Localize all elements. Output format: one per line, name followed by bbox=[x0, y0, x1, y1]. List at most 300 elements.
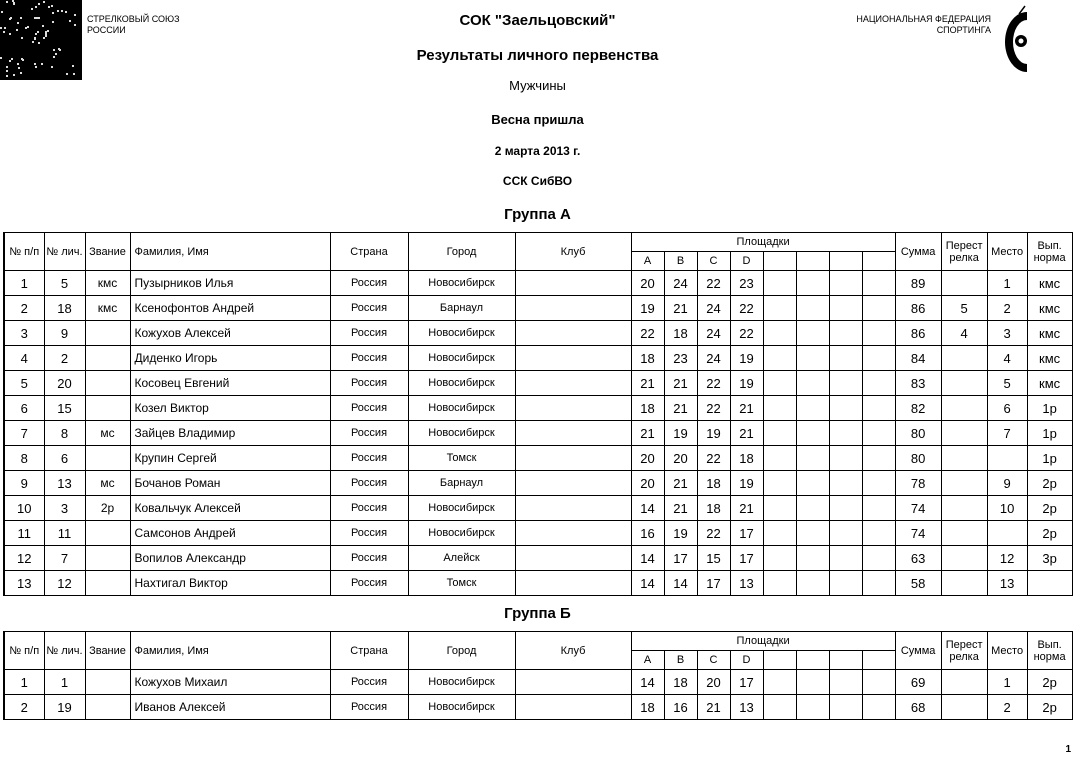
row-score-empty bbox=[829, 271, 862, 296]
row-sum: 89 bbox=[895, 271, 941, 296]
row-num: 10 bbox=[4, 496, 44, 521]
row-score-b: 21 bbox=[664, 296, 697, 321]
row-score-b: 21 bbox=[664, 371, 697, 396]
row-score-b: 23 bbox=[664, 346, 697, 371]
row-country: Россия bbox=[330, 271, 408, 296]
row-num: 11 bbox=[4, 521, 44, 546]
row-place: 10 bbox=[987, 496, 1027, 521]
row-country: Россия bbox=[330, 446, 408, 471]
row-score-empty bbox=[829, 546, 862, 571]
logo-dot bbox=[38, 42, 40, 44]
row-score-a: 14 bbox=[631, 546, 664, 571]
row-club bbox=[515, 446, 631, 471]
table-row bbox=[4, 446, 1072, 471]
logo-dot bbox=[72, 65, 74, 67]
row-norm: 2р bbox=[1027, 670, 1072, 695]
row-score-empty bbox=[829, 446, 862, 471]
row-score-empty bbox=[763, 296, 796, 321]
row-country: Россия bbox=[330, 421, 408, 446]
row-score-empty bbox=[862, 296, 895, 321]
row-name: Косовец Евгений bbox=[130, 371, 330, 396]
logo-dot bbox=[6, 70, 8, 72]
row-score-empty bbox=[829, 471, 862, 496]
col-header-country: Страна bbox=[330, 233, 408, 271]
row-club bbox=[515, 521, 631, 546]
org-right-line2: СПОРТИНГА bbox=[936, 25, 991, 35]
row-score-a: 14 bbox=[631, 571, 664, 596]
row-club bbox=[515, 321, 631, 346]
row-country: Россия bbox=[330, 321, 408, 346]
row-score-a: 16 bbox=[631, 521, 664, 546]
row-shootoff bbox=[941, 571, 987, 596]
row-score-c: 22 bbox=[697, 446, 730, 471]
row-score-b: 19 bbox=[664, 521, 697, 546]
row-num: 8 bbox=[4, 446, 44, 471]
row-score-d: 22 bbox=[730, 321, 763, 346]
row-score-empty bbox=[796, 421, 829, 446]
table-row bbox=[4, 496, 1072, 521]
logo-dot bbox=[6, 66, 8, 68]
row-shootoff: 4 bbox=[941, 321, 987, 346]
row-rank bbox=[85, 521, 130, 546]
row-place: 5 bbox=[987, 371, 1027, 396]
col-header-club: Клуб bbox=[515, 233, 631, 271]
logo-dot bbox=[13, 74, 15, 76]
row-name: Козел Виктор bbox=[130, 396, 330, 421]
row-sum: 86 bbox=[895, 296, 941, 321]
table-row bbox=[4, 546, 1072, 571]
row-score-empty bbox=[763, 496, 796, 521]
col-header-range-empty bbox=[829, 252, 862, 271]
row-name: Ксенофонтов Андрей bbox=[130, 296, 330, 321]
row-score-c: 22 bbox=[697, 371, 730, 396]
row-score-b: 18 bbox=[664, 321, 697, 346]
row-score-b: 14 bbox=[664, 571, 697, 596]
row-city: Новосибирск bbox=[408, 496, 515, 521]
table-row bbox=[4, 371, 1072, 396]
logo-dot bbox=[18, 67, 20, 69]
row-score-empty bbox=[763, 346, 796, 371]
row-id: 19 bbox=[44, 695, 85, 720]
row-sum: 82 bbox=[895, 396, 941, 421]
row-id: 13 bbox=[44, 471, 85, 496]
row-score-empty bbox=[796, 296, 829, 321]
row-id: 15 bbox=[44, 396, 85, 421]
col-header-range-c: C bbox=[697, 252, 730, 271]
row-score-empty bbox=[829, 346, 862, 371]
row-country: Россия bbox=[330, 695, 408, 720]
row-score-empty bbox=[796, 371, 829, 396]
row-club bbox=[515, 670, 631, 695]
row-score-c: 24 bbox=[697, 346, 730, 371]
row-score-empty bbox=[862, 471, 895, 496]
row-score-empty bbox=[763, 371, 796, 396]
row-place: 12 bbox=[987, 546, 1027, 571]
row-id: 1 bbox=[44, 670, 85, 695]
row-club bbox=[515, 496, 631, 521]
row-name: Крупин Сергей bbox=[130, 446, 330, 471]
row-score-c: 19 bbox=[697, 421, 730, 446]
row-score-empty bbox=[763, 271, 796, 296]
row-id: 12 bbox=[44, 571, 85, 596]
row-score-empty bbox=[862, 346, 895, 371]
row-club bbox=[515, 695, 631, 720]
col-header-rank: Звание bbox=[85, 632, 130, 670]
row-score-b: 19 bbox=[664, 421, 697, 446]
table-row bbox=[4, 296, 1072, 321]
logo-dot bbox=[38, 3, 40, 5]
row-name: Нахтигал Виктор bbox=[130, 571, 330, 596]
row-score-d: 17 bbox=[730, 521, 763, 546]
row-place: 9 bbox=[987, 471, 1027, 496]
row-score-a: 14 bbox=[631, 670, 664, 695]
row-city: Новосибирск bbox=[408, 271, 515, 296]
row-score-b: 21 bbox=[664, 396, 697, 421]
org-left-line1: СТРЕЛКОВЫЙ СОЮЗ bbox=[87, 14, 180, 24]
row-id: 3 bbox=[44, 496, 85, 521]
logo-dot bbox=[13, 2, 15, 4]
row-score-a: 18 bbox=[631, 396, 664, 421]
col-header-range-d: D bbox=[730, 252, 763, 271]
row-score-empty bbox=[796, 546, 829, 571]
row-score-a: 19 bbox=[631, 296, 664, 321]
row-club bbox=[515, 571, 631, 596]
row-rank: мс bbox=[85, 421, 130, 446]
row-score-empty bbox=[763, 670, 796, 695]
row-score-d: 17 bbox=[730, 546, 763, 571]
row-club bbox=[515, 546, 631, 571]
col-header-name: Фамилия, Имя bbox=[130, 632, 330, 670]
row-score-empty bbox=[862, 695, 895, 720]
group-b-title: Группа Б bbox=[504, 605, 571, 622]
row-score-empty bbox=[763, 446, 796, 471]
logo-dot bbox=[16, 29, 18, 31]
row-score-empty bbox=[829, 296, 862, 321]
row-score-empty bbox=[763, 396, 796, 421]
row-place: 13 bbox=[987, 571, 1027, 596]
row-score-a: 20 bbox=[631, 271, 664, 296]
row-score-b: 24 bbox=[664, 271, 697, 296]
row-shootoff bbox=[941, 396, 987, 421]
row-score-b: 21 bbox=[664, 471, 697, 496]
row-id: 9 bbox=[44, 321, 85, 346]
row-club bbox=[515, 346, 631, 371]
row-shootoff bbox=[941, 446, 987, 471]
row-city: Новосибирск bbox=[408, 521, 515, 546]
row-club bbox=[515, 371, 631, 396]
col-header-id: № лич. bbox=[44, 233, 85, 271]
row-sum: 69 bbox=[895, 670, 941, 695]
col-header-range-empty bbox=[862, 252, 895, 271]
row-place: 7 bbox=[987, 421, 1027, 446]
row-score-c: 22 bbox=[697, 521, 730, 546]
group-b-table bbox=[3, 631, 1073, 720]
row-city: Новосибирск bbox=[408, 371, 515, 396]
row-score-c: 21 bbox=[697, 695, 730, 720]
col-header-shootoff: Перест релка bbox=[941, 632, 987, 670]
row-score-d: 21 bbox=[730, 421, 763, 446]
logo-dot bbox=[51, 66, 53, 68]
row-score-c: 17 bbox=[697, 571, 730, 596]
row-sum: 84 bbox=[895, 346, 941, 371]
row-score-empty bbox=[796, 446, 829, 471]
row-num: 9 bbox=[4, 471, 44, 496]
table-row bbox=[4, 396, 1072, 421]
row-score-a: 18 bbox=[631, 346, 664, 371]
col-header-sum: Сумма bbox=[895, 632, 941, 670]
row-place: 1 bbox=[987, 271, 1027, 296]
row-score-b: 16 bbox=[664, 695, 697, 720]
row-score-a: 20 bbox=[631, 446, 664, 471]
row-score-empty bbox=[796, 271, 829, 296]
row-score-empty bbox=[862, 446, 895, 471]
row-num: 7 bbox=[4, 421, 44, 446]
row-num: 3 bbox=[4, 321, 44, 346]
col-header-range-empty bbox=[763, 651, 796, 670]
row-rank bbox=[85, 321, 130, 346]
row-score-empty bbox=[796, 670, 829, 695]
row-score-empty bbox=[862, 421, 895, 446]
col-header-range-b: B bbox=[664, 651, 697, 670]
row-name: Ковальчук Алексей bbox=[130, 496, 330, 521]
row-shootoff bbox=[941, 346, 987, 371]
row-sum: 74 bbox=[895, 496, 941, 521]
row-sum: 80 bbox=[895, 421, 941, 446]
col-header-range-empty bbox=[796, 252, 829, 271]
row-shootoff bbox=[941, 695, 987, 720]
row-score-c: 22 bbox=[697, 396, 730, 421]
row-score-empty bbox=[763, 321, 796, 346]
col-header-place: Место bbox=[987, 632, 1027, 670]
row-club bbox=[515, 396, 631, 421]
row-name: Кожухов Алексей bbox=[130, 321, 330, 346]
table-row bbox=[4, 695, 1072, 720]
row-club bbox=[515, 421, 631, 446]
row-score-empty bbox=[829, 571, 862, 596]
row-score-empty bbox=[862, 371, 895, 396]
row-sum: 83 bbox=[895, 371, 941, 396]
logo-dot bbox=[35, 66, 37, 68]
logo-dot bbox=[34, 37, 36, 39]
row-club bbox=[515, 471, 631, 496]
row-score-a: 14 bbox=[631, 496, 664, 521]
row-score-b: 21 bbox=[664, 496, 697, 521]
row-score-c: 18 bbox=[697, 496, 730, 521]
row-name: Бочанов Роман bbox=[130, 471, 330, 496]
table-row bbox=[4, 670, 1072, 695]
row-score-a: 21 bbox=[631, 371, 664, 396]
row-rank: 2р bbox=[85, 496, 130, 521]
row-place: 1 bbox=[987, 670, 1027, 695]
row-country: Россия bbox=[330, 371, 408, 396]
document-title: Результаты личного первенства bbox=[416, 47, 659, 64]
table-row bbox=[4, 521, 1072, 546]
row-country: Россия bbox=[330, 546, 408, 571]
row-city: Барнаул bbox=[408, 471, 515, 496]
row-score-empty bbox=[796, 571, 829, 596]
row-norm: кмс bbox=[1027, 271, 1072, 296]
row-place: 4 bbox=[987, 346, 1027, 371]
col-header-rank: Звание bbox=[85, 233, 130, 271]
row-score-c: 22 bbox=[697, 271, 730, 296]
row-score-empty bbox=[763, 521, 796, 546]
row-score-empty bbox=[862, 521, 895, 546]
row-score-a: 18 bbox=[631, 695, 664, 720]
col-header-country: Страна bbox=[330, 632, 408, 670]
col-header-range-empty bbox=[763, 252, 796, 271]
row-sum: 58 bbox=[895, 571, 941, 596]
logo-dot bbox=[31, 8, 33, 10]
row-score-empty bbox=[829, 321, 862, 346]
org-right-line1: НАЦИОНАЛЬНАЯ ФЕДЕРАЦИЯ bbox=[856, 14, 991, 24]
row-id: 2 bbox=[44, 346, 85, 371]
logo-dot bbox=[32, 41, 34, 43]
row-city: Новосибирск bbox=[408, 421, 515, 446]
row-score-d: 19 bbox=[730, 346, 763, 371]
row-rank bbox=[85, 346, 130, 371]
row-num: 4 bbox=[4, 346, 44, 371]
row-score-b: 17 bbox=[664, 546, 697, 571]
row-score-c: 18 bbox=[697, 471, 730, 496]
row-id: 7 bbox=[44, 546, 85, 571]
row-num: 12 bbox=[4, 546, 44, 571]
row-country: Россия bbox=[330, 670, 408, 695]
row-norm: 2р bbox=[1027, 521, 1072, 546]
row-shootoff bbox=[941, 421, 987, 446]
row-score-d: 21 bbox=[730, 496, 763, 521]
row-score-empty bbox=[862, 546, 895, 571]
page-number: 1 bbox=[1065, 744, 1071, 755]
row-num: 6 bbox=[4, 396, 44, 421]
row-city: Томск bbox=[408, 571, 515, 596]
row-score-d: 13 bbox=[730, 695, 763, 720]
row-country: Россия bbox=[330, 496, 408, 521]
logo-dot bbox=[21, 37, 23, 39]
row-country: Россия bbox=[330, 396, 408, 421]
row-city: Новосибирск bbox=[408, 695, 515, 720]
row-rank bbox=[85, 571, 130, 596]
row-place bbox=[987, 521, 1027, 546]
event-date: 2 марта 2013 г. bbox=[494, 144, 581, 158]
col-header-range-b: B bbox=[664, 252, 697, 271]
row-score-d: 17 bbox=[730, 670, 763, 695]
col-header-city: Город bbox=[408, 632, 515, 670]
logo-dot bbox=[73, 73, 75, 75]
row-city: Томск bbox=[408, 446, 515, 471]
row-shootoff bbox=[941, 546, 987, 571]
row-rank: кмс bbox=[85, 296, 130, 321]
row-id: 20 bbox=[44, 371, 85, 396]
row-norm: 1р bbox=[1027, 396, 1072, 421]
row-sum: 68 bbox=[895, 695, 941, 720]
col-header-place: Место bbox=[987, 233, 1027, 271]
row-score-d: 21 bbox=[730, 396, 763, 421]
logo-dot bbox=[66, 73, 68, 75]
row-score-b: 18 bbox=[664, 670, 697, 695]
row-place: 2 bbox=[987, 296, 1027, 321]
row-rank: кмс bbox=[85, 271, 130, 296]
row-rank bbox=[85, 396, 130, 421]
logo-dot bbox=[51, 5, 53, 7]
row-score-c: 20 bbox=[697, 670, 730, 695]
row-score-empty bbox=[796, 471, 829, 496]
row-city: Новосибирск bbox=[408, 670, 515, 695]
row-sum: 86 bbox=[895, 321, 941, 346]
row-score-c: 24 bbox=[697, 296, 730, 321]
club-title: СОК "Заельцовский" bbox=[459, 12, 616, 29]
row-score-empty bbox=[796, 521, 829, 546]
row-sum: 80 bbox=[895, 446, 941, 471]
logo-dot bbox=[35, 6, 37, 8]
row-name: Вопилов Александр bbox=[130, 546, 330, 571]
row-score-empty bbox=[796, 321, 829, 346]
logo-dot bbox=[12, 0, 14, 2]
row-id: 6 bbox=[44, 446, 85, 471]
logo-dot bbox=[48, 6, 50, 8]
logo-dot bbox=[20, 72, 22, 74]
group-a-title: Группа А bbox=[504, 206, 571, 223]
row-rank bbox=[85, 670, 130, 695]
row-country: Россия bbox=[330, 571, 408, 596]
row-score-d: 22 bbox=[730, 296, 763, 321]
col-header-range-a: A bbox=[631, 651, 664, 670]
row-score-empty bbox=[829, 521, 862, 546]
logo-dot bbox=[43, 37, 45, 39]
row-score-empty bbox=[829, 371, 862, 396]
row-place bbox=[987, 446, 1027, 471]
org-left-line2: РОССИИ bbox=[87, 25, 126, 35]
row-place: 2 bbox=[987, 695, 1027, 720]
row-id: 11 bbox=[44, 521, 85, 546]
col-header-range-a: A bbox=[631, 252, 664, 271]
row-score-empty bbox=[829, 670, 862, 695]
row-score-empty bbox=[862, 396, 895, 421]
event-name: Весна пришла bbox=[491, 112, 584, 127]
row-score-empty bbox=[796, 346, 829, 371]
row-score-a: 20 bbox=[631, 471, 664, 496]
row-norm: кмс bbox=[1027, 321, 1072, 346]
table-row bbox=[4, 321, 1072, 346]
row-score-c: 15 bbox=[697, 546, 730, 571]
row-score-d: 13 bbox=[730, 571, 763, 596]
row-shootoff bbox=[941, 371, 987, 396]
row-score-empty bbox=[862, 321, 895, 346]
logo-dot bbox=[9, 33, 11, 35]
row-norm: 3р bbox=[1027, 546, 1072, 571]
logo-dot bbox=[6, 75, 8, 77]
row-country: Россия bbox=[330, 346, 408, 371]
row-score-empty bbox=[829, 695, 862, 720]
col-header-norm: Вып. норма bbox=[1027, 632, 1072, 670]
row-place: 6 bbox=[987, 396, 1027, 421]
col-header-ranges: Площадки bbox=[631, 632, 895, 651]
row-city: Барнаул bbox=[408, 296, 515, 321]
row-score-c: 24 bbox=[697, 321, 730, 346]
row-score-b: 20 bbox=[664, 446, 697, 471]
row-rank bbox=[85, 371, 130, 396]
row-norm: 1р bbox=[1027, 446, 1072, 471]
row-score-empty bbox=[763, 546, 796, 571]
row-rank bbox=[85, 695, 130, 720]
col-header-norm: Вып. норма bbox=[1027, 233, 1072, 271]
event-venue: ССК СибВО bbox=[502, 174, 573, 188]
row-num: 2 bbox=[4, 695, 44, 720]
row-city: Новосибирск bbox=[408, 346, 515, 371]
row-id: 8 bbox=[44, 421, 85, 446]
table-row bbox=[4, 571, 1072, 596]
category-label: Мужчины bbox=[509, 78, 566, 93]
row-club bbox=[515, 271, 631, 296]
